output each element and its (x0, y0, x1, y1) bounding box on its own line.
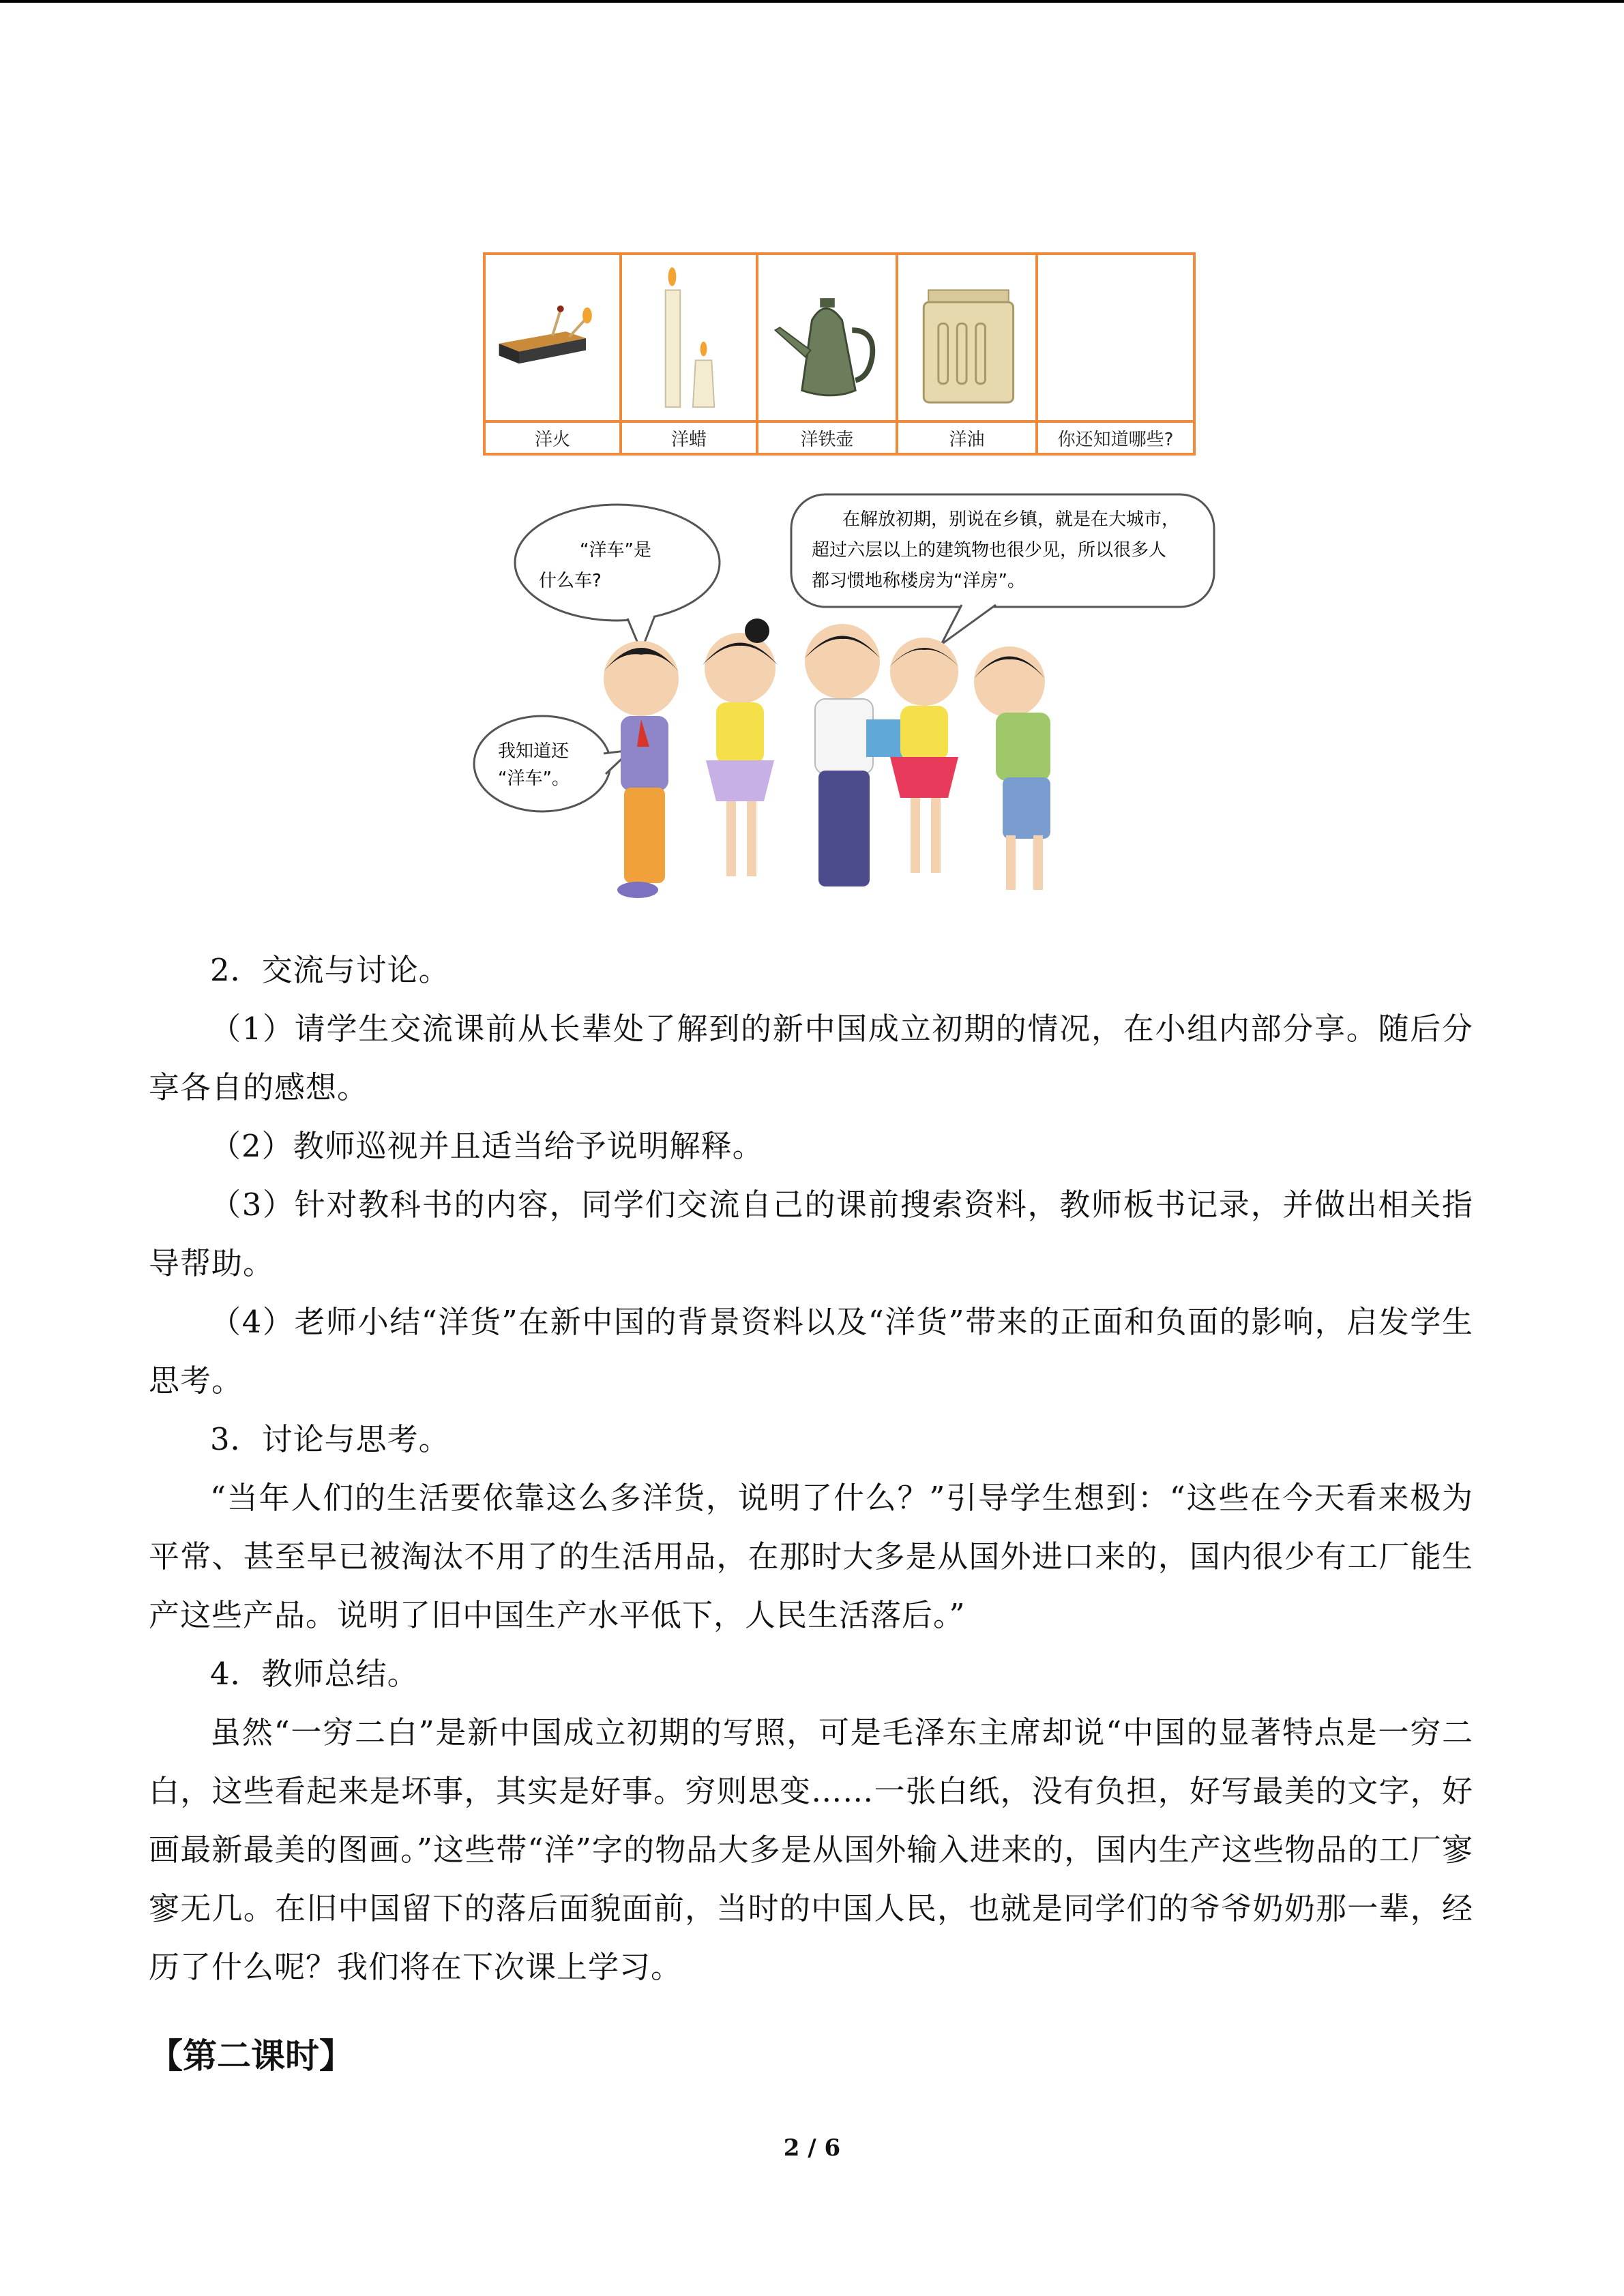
matches-image (486, 255, 619, 423)
candles-image (622, 255, 756, 423)
item-2-1-text: （1）请学生交流课前从长辈处了解到的新中国成立初期的情况，在小组内部分享。随后分享各自的感想。 (149, 1011, 1473, 1105)
page-number: 2 / 6 (783, 2134, 841, 2162)
foreign-goods-table (483, 252, 1196, 456)
item-2-4-text: （4）老师小结“洋货”在新中国的背景资料以及“洋货”带来的正面和负面的影响，启发学生思考。 (149, 1304, 1473, 1399)
goods-cell-kerosene (898, 255, 1038, 453)
bubble-left-line2: 什么车? (539, 571, 602, 591)
item-2-2-text: （2）教师巡视并且适当给予说明解释。 (210, 1128, 764, 1164)
goods-label: 洋火 (534, 429, 570, 450)
item-3-text: “当年人们的生活要依靠这么多洋货，说明了什么？”引导学生想到：“这些在今天看来极为平常、甚至早已被淘汰不用了的生活用品，在那时大多是从国外进口来的，国内很少有工厂能生产这些产品。说明了旧中国生产水平低下，人民生活落后。” (149, 1480, 1473, 1633)
section-heading: 【第二课时】 (149, 2036, 353, 2076)
goods-cell-matches (486, 255, 622, 453)
child-boy-right (974, 646, 1050, 890)
goods-cell-question (1038, 255, 1193, 453)
bubble-bottom-line2: “洋车”。 (498, 769, 570, 789)
goods-label: 你还知道哪些? (1057, 429, 1174, 450)
goods-cell-kettle (758, 255, 898, 453)
goods-cell-candles (622, 255, 758, 453)
child-boy-left (604, 641, 679, 898)
blank-cell (1038, 255, 1193, 423)
bubble-right-line3: 都习惯地称楼房为“洋房”。 (812, 571, 1025, 591)
child-girl-1 (703, 618, 778, 876)
goods-label: 洋油 (949, 429, 985, 450)
kettle-image (758, 255, 896, 423)
goods-label: 洋蜡 (670, 429, 707, 450)
children-illustration (471, 488, 1221, 917)
bubble-right-line1: 在解放初期，别说在乡镇，就是在大城市， (842, 509, 1180, 530)
kerosene-can-image (898, 255, 1035, 423)
bubble-bottom-line1: 我知道还 (498, 741, 570, 762)
bubble-right-line2: 超过六层以上的建筑物也很少见，所以很多人 (812, 540, 1167, 561)
item-2-heading: 2．交流与讨论。 (210, 952, 450, 988)
item-3-heading: 3．讨论与思考。 (210, 1421, 450, 1457)
top-border-line (0, 0, 1624, 3)
goods-label: 洋铁壶 (800, 429, 854, 450)
item-4-text: 虽然“一穷二白”是新中国成立初期的写照，可是毛泽东主席却说“中国的显著特点是一穷二白，这些看起来是坏事，其实是好事。穷则思变……一张白纸，没有负担，好写最美的文字，好画最新最美的图画。”这些带“洋”字的物品大多是从国外输入进来的，国内生产这些物品的工厂寥寥无几。在旧中国留下的落后面貌面前，当时的中国人民，也就是同学们的爷爷奶奶那一辈，经历了什么呢？我们将在下次课上学习。 (149, 1714, 1473, 1985)
item-2-3-text: （3）针对教科书的内容，同学们交流自己的课前搜索资料，教师板书记录，并做出相关指导帮助。 (149, 1187, 1473, 1281)
bubble-left-line1: “洋车”是 (580, 540, 651, 561)
item-4-heading: 4．教师总结。 (210, 1656, 419, 1692)
